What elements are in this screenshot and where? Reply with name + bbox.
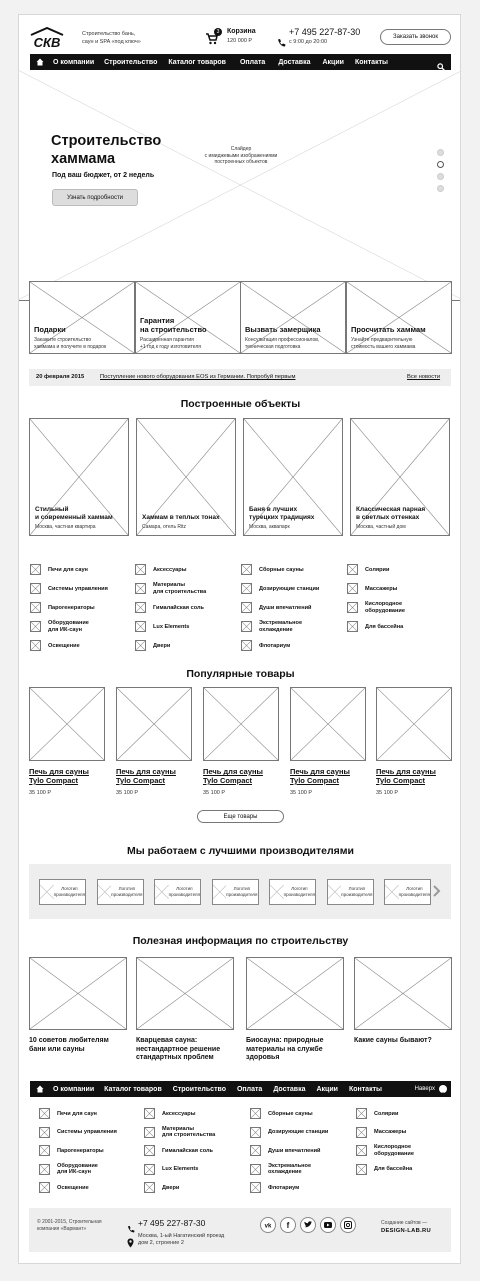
all-news-link[interactable]: Все новости (407, 374, 441, 380)
footer-address (138, 1233, 224, 1247)
footer-nav-item[interactable]: О компании (53, 1085, 95, 1093)
footer-category-link[interactable] (268, 1148, 320, 1155)
footer-category-link[interactable] (374, 1166, 412, 1173)
category-label: Экстремальное (259, 620, 303, 626)
learn-more-button[interactable]: Узнать подробности (52, 189, 138, 206)
category-icon[interactable] (39, 1182, 50, 1193)
product-name[interactable]: Печь для сауны (116, 767, 176, 776)
feature-title: Гарантия (140, 316, 175, 325)
footer-nav-item[interactable]: Доставка (273, 1085, 306, 1093)
category-icon[interactable] (135, 640, 146, 651)
slogan-line: саун и SPA «под ключ» (82, 39, 141, 45)
category-icon[interactable] (356, 1164, 367, 1175)
product-image[interactable] (203, 687, 279, 761)
nav-item[interactable]: Строительство (104, 58, 158, 66)
article-image[interactable] (136, 957, 234, 1030)
object-title: Стильный (35, 506, 69, 513)
object-title: Баня в лучших (249, 506, 298, 513)
object-title: и современный хаммам (35, 514, 113, 521)
category-label: охлаждение (259, 626, 293, 633)
article-image[interactable] (354, 957, 452, 1030)
footer-category-label: для строительства (162, 1132, 216, 1138)
copyright-line: компания «Вармант» (37, 1226, 87, 1232)
category-icon[interactable] (144, 1108, 155, 1119)
slider-dot[interactable] (437, 185, 444, 192)
category-link[interactable] (365, 624, 403, 631)
footer-category-link[interactable] (374, 1144, 414, 1157)
category-icon[interactable] (39, 1145, 50, 1156)
product-name[interactable]: Tylo Compact (29, 776, 79, 785)
category-label: оборудование (365, 607, 405, 614)
category-link[interactable] (48, 620, 89, 633)
object-place: Москва, аквапарк (249, 524, 290, 530)
product-name[interactable]: Печь для сауны (29, 767, 89, 776)
footer-category-label: Двери (162, 1184, 180, 1191)
footer-category-link[interactable] (57, 1111, 97, 1118)
category-icon[interactable] (135, 564, 146, 575)
footer-category-link[interactable] (268, 1185, 299, 1192)
footer-category-link[interactable] (268, 1129, 328, 1136)
partner-logo-line: Логотип (176, 886, 193, 891)
credit-line: DESIGN-LAB.RU (381, 1228, 431, 1234)
partner-logo-text (399, 886, 430, 898)
category-link[interactable] (259, 586, 319, 593)
footer-nav-item[interactable]: Контакты (348, 1085, 382, 1093)
footer-category-link[interactable] (162, 1111, 195, 1118)
category-icon[interactable] (250, 1108, 261, 1119)
footer-category-label: Парогенераторы (57, 1147, 104, 1154)
partner-logo-line: Логотип (233, 886, 251, 891)
category-icon[interactable] (347, 602, 358, 613)
footer-nav (30, 1081, 451, 1097)
footer-category-link[interactable] (374, 1129, 406, 1136)
category-icon[interactable] (135, 583, 146, 594)
partner-logo[interactable] (212, 879, 259, 905)
footer-category-label: Экстремальное (268, 1162, 312, 1169)
objects-title: Построенные объекты (180, 398, 301, 410)
category-link[interactable] (365, 567, 389, 574)
footer-category-label: Сборные сауны (268, 1110, 313, 1117)
site-frame (18, 14, 461, 1264)
footer-category-link[interactable] (57, 1163, 98, 1176)
product-price: 35 100 Р (29, 790, 52, 796)
feature-title: Просчитать хаммам (351, 325, 426, 334)
feature-title: Подарки (34, 325, 66, 334)
popular-title: Популярные товары (186, 668, 295, 680)
partner-logo-line: производителя (226, 892, 258, 897)
feature-title: на строительство (140, 325, 207, 334)
category-icon[interactable] (347, 564, 358, 575)
slider-dot[interactable] (437, 149, 444, 156)
category-icon[interactable] (30, 583, 41, 594)
article-title[interactable]: нестандартное решение (136, 1045, 221, 1053)
category-icon[interactable] (135, 602, 146, 613)
back-to-top-link[interactable]: Наверх (414, 1086, 435, 1092)
home-icon[interactable] (30, 1085, 50, 1093)
copyright-line: © 2001-2015, Строительная (37, 1219, 102, 1225)
partner-logo[interactable] (327, 879, 374, 905)
product-name[interactable]: Tylo Compact (376, 776, 426, 785)
footer-category-link[interactable] (374, 1111, 398, 1118)
footer-category-link[interactable] (57, 1185, 89, 1192)
category-icon[interactable] (241, 564, 252, 575)
footer-nav-item[interactable]: Каталог товаров (104, 1085, 162, 1093)
arrow-up-icon[interactable] (439, 1085, 447, 1093)
category-label: Души впечатлений (259, 604, 312, 611)
category-icon[interactable] (135, 621, 146, 632)
chevron-right-icon[interactable] (432, 884, 441, 903)
category-label: Парогенераторы (48, 604, 95, 611)
article-title[interactable]: 10 советов любителям (29, 1037, 109, 1044)
footer-category-label: Дозирующие станции (268, 1129, 329, 1135)
category-icon[interactable] (39, 1164, 50, 1175)
category-link[interactable] (259, 605, 311, 612)
category-link[interactable] (259, 620, 302, 633)
product-image[interactable] (116, 687, 192, 761)
footer-category-link[interactable] (57, 1129, 117, 1136)
category-icon[interactable] (356, 1145, 367, 1156)
footer-category-link[interactable] (162, 1126, 215, 1139)
partner-logo-line: Логотип (291, 886, 308, 891)
category-icon[interactable] (250, 1182, 261, 1193)
partner-logo-text (284, 886, 315, 898)
category-icon[interactable] (39, 1108, 50, 1119)
footer-category-link[interactable] (268, 1163, 311, 1176)
developer-credit[interactable] (381, 1219, 431, 1235)
category-icon[interactable] (347, 583, 358, 594)
product-image[interactable] (376, 687, 452, 761)
footer-category-label: Аксессуары (162, 1110, 196, 1117)
category-label: Lux Elements (153, 623, 190, 630)
article-title[interactable]: бани или сауны (29, 1045, 85, 1053)
category-icon[interactable] (250, 1164, 261, 1175)
vk-icon[interactable] (260, 1217, 276, 1233)
partner-logo-text (54, 886, 85, 898)
partner-logo-line: производителя (341, 892, 373, 897)
category-icon[interactable] (30, 564, 41, 575)
category-link[interactable] (365, 586, 397, 593)
category-icon[interactable] (241, 602, 252, 613)
feature-desc: Узнайте предварительную (351, 337, 413, 343)
partner-logo-line: Логотип (61, 886, 78, 891)
partner-logo-line: Логотип (406, 886, 423, 891)
footer-category-label: Освещение (57, 1184, 89, 1191)
category-label: Аксессуары (153, 566, 187, 573)
category-icon[interactable] (347, 621, 358, 632)
category-label: Сборные сауны (259, 566, 304, 573)
slider-dot[interactable] (437, 173, 444, 180)
header-hours: с 9:00 до 20:00 (289, 39, 328, 45)
product-price: 35 100 Р (376, 790, 399, 796)
cart-count-badge: 3 (214, 28, 222, 36)
footer-nav-item[interactable]: Оплата (236, 1085, 263, 1093)
feature-desc: хаммама и получите в подарок (34, 344, 107, 350)
feature-desc: Расширенная гарантия (140, 337, 194, 343)
category-link[interactable] (153, 643, 170, 650)
footer-category-label: Массажеры (374, 1129, 407, 1135)
footer-category-label: для ИК-саун (57, 1169, 91, 1175)
footer-category-label: Солярии (374, 1110, 399, 1117)
footer-nav-item[interactable]: Строительство (172, 1085, 226, 1093)
article-image[interactable] (29, 957, 127, 1030)
partner-logo-text (111, 886, 142, 898)
partner-logo-text (341, 886, 372, 898)
feature-desc: Закажите строительство (34, 337, 92, 343)
category-label: Системы управления (48, 585, 108, 592)
twitter-icon[interactable] (300, 1217, 316, 1233)
news-date: 20 февраля 2015 (36, 374, 85, 380)
hero-slider[interactable] (18, 70, 461, 301)
article-title[interactable]: Биосауна: природные (246, 1037, 324, 1044)
map-pin-icon (127, 1235, 134, 1253)
feature-desc: +1 год к году изготовителя (140, 344, 201, 350)
object-title: турецких традициях (249, 514, 315, 521)
feature-title: Вызвать замерщика (245, 325, 321, 334)
article-title[interactable]: Кварцевая сауна: (136, 1037, 198, 1044)
category-label: Дозирующие станции (259, 585, 320, 592)
category-icon[interactable] (30, 640, 41, 651)
youtube-icon[interactable] (320, 1217, 336, 1233)
home-icon[interactable] (30, 58, 50, 66)
category-icon[interactable] (250, 1127, 261, 1138)
object-title: в светлых оттенках (356, 514, 420, 521)
slogan-line: Строительство бань, (82, 31, 136, 37)
object-title: Хаммам в теплых тонах (142, 514, 220, 521)
category-link[interactable] (259, 567, 304, 574)
category-icon[interactable] (30, 621, 41, 632)
instagram-icon[interactable] (340, 1217, 356, 1233)
footer-category-label: Системы управления (57, 1129, 117, 1135)
product-name[interactable]: Tylo Compact (203, 776, 253, 785)
footer-category-link[interactable] (268, 1111, 313, 1118)
category-label: Освещение (48, 642, 80, 649)
footer-category-link[interactable] (162, 1166, 198, 1173)
footer-category-label: Печи для саун (57, 1110, 97, 1117)
footer-category-label: оборудование (374, 1150, 414, 1157)
facebook-icon[interactable] (280, 1217, 296, 1233)
more-products-button[interactable]: Еще товары (197, 810, 284, 823)
footer-category-link[interactable] (162, 1148, 213, 1155)
product-price: 35 100 Р (203, 790, 226, 796)
product-name[interactable]: Tylo Compact (116, 776, 166, 785)
nav-item[interactable]: Доставка (278, 58, 311, 66)
category-icon[interactable] (144, 1145, 155, 1156)
footer-category-label: Материалы (162, 1125, 194, 1132)
category-label: Гималайская соль (153, 604, 204, 611)
category-label: Для бассейна (365, 623, 404, 630)
category-icon[interactable] (30, 602, 41, 613)
nav-item[interactable]: Акции (322, 58, 344, 66)
footer-category-label: Кислородное (374, 1144, 412, 1150)
slider-note-line: построенных объектов (214, 159, 268, 165)
nav-item[interactable]: Контакты (354, 58, 388, 66)
partner-logo[interactable] (97, 879, 144, 905)
object-title: Классическая парная (356, 506, 426, 513)
info-title: Полезная информация по строительству (132, 935, 349, 947)
category-icon[interactable] (39, 1127, 50, 1138)
footer-category-label: Души впечатлений (268, 1147, 321, 1154)
category-link[interactable] (153, 624, 189, 631)
slider-note-line: Слайдер (230, 146, 252, 152)
category-icon[interactable] (144, 1164, 155, 1175)
partners-title: Мы работаем с лучшими производителями (126, 845, 355, 857)
product-image[interactable] (29, 687, 105, 761)
category-link[interactable] (153, 605, 204, 612)
category-icon[interactable] (144, 1127, 155, 1138)
feature-desc: Консультация профессионалов, (245, 337, 320, 343)
object-place: Москва, частный дом (356, 524, 406, 530)
logo-icon (29, 27, 65, 49)
product-name[interactable]: Печь для сауны (290, 767, 350, 776)
product-price: 35 100 Р (290, 790, 313, 796)
article-title[interactable]: стандартных проблем (136, 1054, 214, 1061)
category-icon[interactable] (356, 1108, 367, 1119)
category-link[interactable] (153, 582, 206, 595)
category-label: Массажеры (365, 585, 398, 592)
order-call-button[interactable]: Заказать звонок (380, 29, 451, 45)
footer-category-label: охлаждение (268, 1169, 302, 1175)
partner-logo-text (226, 886, 257, 898)
category-label: Солярии (365, 566, 390, 573)
partner-logo[interactable] (39, 879, 86, 905)
nav-item[interactable]: Каталог товаров (168, 58, 226, 66)
main-nav (30, 54, 451, 70)
category-link[interactable] (259, 643, 290, 650)
product-name[interactable]: Tylo Compact (290, 776, 340, 785)
footer-category-label: Гималайская соль (162, 1147, 213, 1154)
category-icon[interactable] (241, 583, 252, 594)
category-label: для строительства (153, 588, 207, 595)
partner-logo-line: производителя (168, 892, 200, 897)
footer-category-label: Флотариум (268, 1184, 300, 1191)
partner-logo-line: производителя (398, 892, 430, 897)
category-link[interactable] (48, 586, 108, 593)
category-label: Кислородное (365, 601, 403, 607)
footer-category-label: Для бассейна (374, 1166, 413, 1172)
category-link[interactable] (48, 605, 95, 612)
slogan (82, 30, 141, 46)
news-link[interactable]: Поступление нового оборудования EOS из Германии. Попробуй первым (100, 374, 296, 380)
partner-logo-line: производителя (283, 892, 315, 897)
partner-logo-line: производителя (111, 892, 143, 897)
feature-desc: стоимость вашего хаммама (351, 344, 416, 350)
category-label: для ИК-саун (48, 626, 82, 633)
cart-label[interactable]: Корзина (227, 28, 256, 35)
category-label: Оборудование (48, 620, 89, 626)
product-image[interactable] (290, 687, 366, 761)
logo[interactable] (29, 27, 65, 49)
address-line: дом 2, строение 2 (138, 1240, 184, 1246)
object-place: Москва, частная квартира (35, 524, 96, 530)
feature-desc: техническая подготовка (245, 344, 301, 350)
partner-logo[interactable] (269, 879, 316, 905)
category-label: Материалы (153, 582, 185, 588)
footer-nav-item[interactable]: Акции (316, 1085, 338, 1093)
slider-note-line: с имиджевыми изображениями (204, 152, 278, 159)
svg-text:vk: vk (264, 1223, 272, 1230)
footer-category-link[interactable] (57, 1148, 104, 1155)
nav-item[interactable]: О компании (53, 58, 95, 66)
partner-logo-line: производителя (53, 892, 85, 897)
category-icon[interactable] (356, 1127, 367, 1138)
cart-sum: 120 000 Р (227, 38, 253, 44)
partner-logo[interactable] (384, 879, 431, 905)
partner-logo[interactable] (154, 879, 201, 905)
header-phone[interactable]: +7 495 227-87-30 (289, 27, 361, 37)
svg-text:f: f (286, 1221, 290, 1230)
brand-text: СКВ (33, 35, 61, 49)
product-name[interactable]: Печь для сауны (203, 767, 263, 776)
object-place: Самара, отель Ritz (142, 524, 187, 530)
article-title[interactable]: Какие сауны бывают? (354, 1037, 432, 1044)
credit-line: Создание сайтов — (381, 1220, 428, 1226)
nav-item[interactable]: Оплата (239, 58, 266, 66)
category-link[interactable] (48, 567, 88, 574)
category-link[interactable] (153, 567, 186, 574)
category-icon[interactable] (144, 1182, 155, 1193)
slider-title-line: Строительство (51, 133, 162, 149)
article-title[interactable]: материалы на службе (246, 1045, 323, 1053)
address-line: Москва, 1-ый Нагатинский проезд (138, 1233, 225, 1239)
product-price: 35 100 Р (116, 790, 139, 796)
footer-phone[interactable]: +7 495 227-87-30 (138, 1218, 206, 1228)
article-image[interactable] (246, 957, 344, 1030)
product-name[interactable]: Печь для сауны (376, 767, 436, 776)
article-title[interactable]: здоровья (246, 1054, 280, 1061)
partner-logo-line: Логотип (118, 886, 136, 891)
footer-category-label: Оборудование (57, 1162, 98, 1169)
category-link[interactable] (48, 643, 80, 650)
slider-title-line: хаммама (51, 151, 116, 167)
phone-icon (277, 34, 286, 43)
category-link[interactable] (365, 601, 405, 614)
partner-logo-text (169, 886, 200, 898)
category-icon[interactable] (241, 640, 252, 651)
partner-logo-line: Логотип (348, 886, 366, 891)
copyright (37, 1219, 102, 1233)
slider-dot[interactable] (437, 161, 444, 168)
category-icon[interactable] (241, 621, 252, 632)
category-icon[interactable] (250, 1145, 261, 1156)
category-label: Флотариум (259, 642, 291, 649)
footer-category-link[interactable] (162, 1185, 179, 1192)
category-label: Печи для саун (48, 566, 88, 573)
category-label: Двери (153, 642, 171, 649)
slider-note (201, 146, 281, 166)
slider-subtitle: Под ваш бюджет, от 2 недель (52, 172, 155, 179)
slider-title (51, 132, 161, 168)
footer-category-label: Lux Elements (162, 1166, 199, 1172)
